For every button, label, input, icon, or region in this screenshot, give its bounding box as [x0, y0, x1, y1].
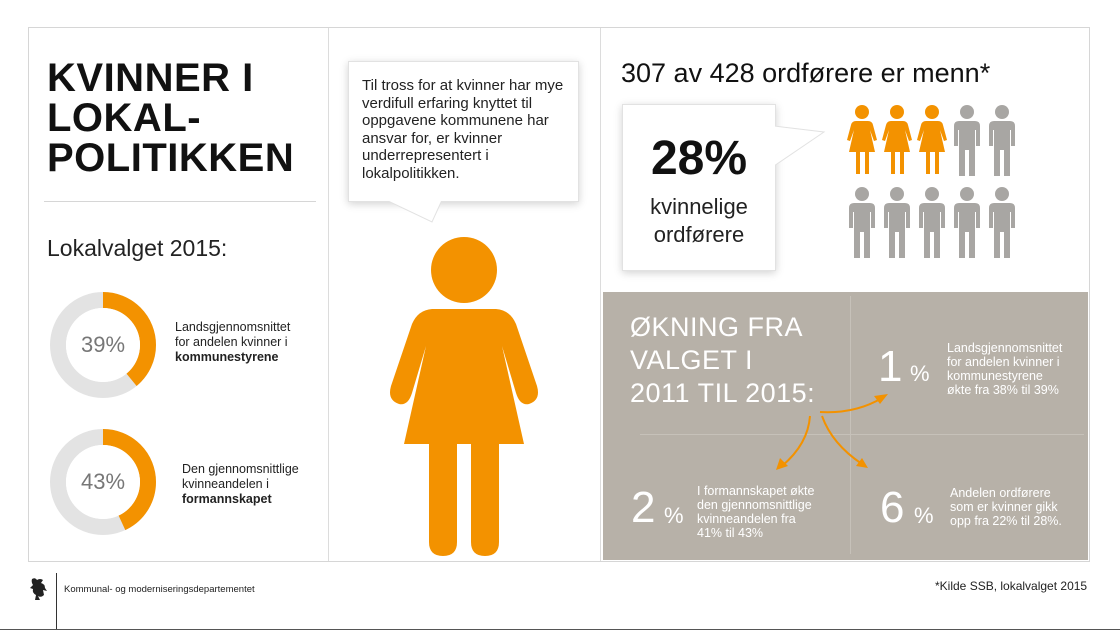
increase-3-text — [950, 486, 1062, 528]
lion-coat-of-arms-icon — [28, 576, 50, 602]
quote-text: Til tross for at kvinner har mye verdifull erfaring knyttet til oppgavene kommunene har ansvar for, er kvinner underrepresentert i lokalpolitikken. — [362, 77, 564, 182]
female-mayor-label — [623, 193, 775, 249]
main-title-line-3: POLITIKKEN — [47, 136, 295, 180]
increase-title-line: ØKNING FRA — [630, 312, 804, 342]
column-divider-right — [600, 28, 601, 561]
increase-text-line: kvinneandelen fra — [697, 512, 796, 526]
man-icon — [989, 187, 1015, 258]
mayor-people-pictogram — [846, 104, 1036, 262]
quote-bubble-tail — [380, 200, 450, 230]
increase-2-text — [697, 484, 814, 540]
department-name: Kommunal- og moderniseringsdepartementet — [64, 584, 255, 595]
donut-value-label: 43% — [80, 469, 126, 494]
donut-text-bold: kommunestyrene — [175, 350, 279, 364]
increase-text-line: den gjennomsnittlige — [697, 498, 812, 512]
man-icon — [954, 187, 980, 258]
increase-2-number: 2 — [631, 483, 656, 532]
increase-2-unit: % — [664, 503, 684, 528]
donut-description-formannskapet — [182, 462, 299, 507]
donut-text-line: Landsgjennomsnittet — [175, 320, 291, 334]
donut-text-line: kvinneandelen i — [182, 477, 269, 491]
man-icon — [919, 187, 945, 258]
man-icon — [849, 187, 875, 258]
donut-description-kommunestyrene — [175, 320, 290, 365]
main-title-line-1: KVINNER I — [47, 56, 254, 100]
mayors-headline: 307 av 428 ordførere er menn* — [621, 58, 991, 88]
donut-text-line: Den gjennomsnittlige — [182, 462, 299, 476]
increase-text-line: 41% til 43% — [697, 526, 764, 540]
woman-icon — [917, 105, 947, 174]
increase-text-line: Andelen ordførere — [950, 486, 1051, 500]
increase-title-line: 2011 TIL 2015: — [630, 378, 816, 408]
increase-text-line: kommunestyrene — [947, 369, 1043, 383]
donut-text-bold: formannskapet — [182, 492, 272, 506]
increase-text-line: som er kvinner gikk — [950, 500, 1058, 514]
column-divider-left — [328, 28, 329, 561]
main-title-line-2: LOKAL- — [47, 96, 202, 140]
increase-1-unit: % — [910, 361, 930, 386]
increase-title-line: VALGET I — [630, 345, 754, 375]
increase-arrows — [770, 390, 900, 480]
increase-text-line: Landsgjennomsnittet — [947, 341, 1063, 355]
increase-3-number: 6 — [880, 483, 905, 532]
title-separator — [44, 201, 316, 202]
increase-text-line: økte fra 38% til 39% — [947, 383, 1059, 397]
man-icon — [954, 105, 980, 176]
female-mayor-stat-box — [622, 104, 776, 271]
quote-bubble — [348, 61, 579, 202]
footer-logo-rule — [56, 573, 57, 630]
increase-text-line: opp fra 22% til 28%. — [950, 514, 1062, 528]
increase-1-text — [947, 341, 1062, 397]
female-mayor-percent: 28% — [650, 132, 748, 185]
stat-label-line: kvinnelige — [650, 194, 748, 219]
donut-text-line: for andelen kvinner i — [175, 335, 288, 349]
footer-bottom-line — [0, 629, 1120, 630]
woman-figure-icon — [384, 236, 544, 558]
donut-chart-kommunestyrene — [48, 290, 158, 400]
stat-box-tail — [774, 124, 826, 170]
increase-3-unit: % — [914, 503, 934, 528]
donut-value-label: 39% — [80, 332, 126, 357]
increase-text-line: I formannskapet økte — [697, 484, 815, 498]
man-icon — [884, 187, 910, 258]
stat-label-line: ordførere — [653, 222, 745, 247]
donut-chart-formannskapet — [48, 427, 158, 537]
increase-1-number: 1 — [878, 342, 903, 391]
election-subtitle: Lokalvalget 2015: — [47, 235, 228, 261]
man-icon — [989, 105, 1015, 176]
source-note: *Kilde SSB, lokalvalget 2015 — [935, 579, 1088, 593]
woman-icon — [847, 105, 877, 174]
woman-icon — [882, 105, 912, 174]
increase-text-line: for andelen kvinner i — [947, 355, 1060, 369]
main-title — [47, 58, 294, 178]
